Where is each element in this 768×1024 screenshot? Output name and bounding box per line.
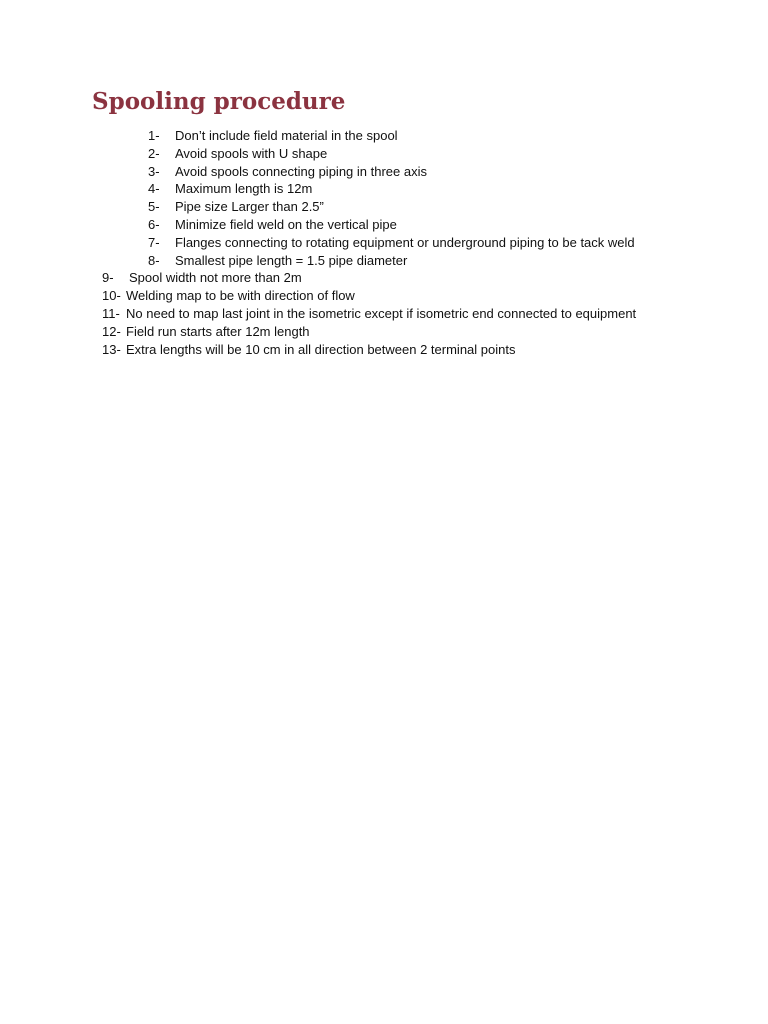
item-number: 6- bbox=[148, 216, 160, 232]
item-number: 10- bbox=[102, 288, 121, 304]
item-number: 2- bbox=[148, 145, 160, 161]
document-title: Spooling procedure bbox=[92, 88, 346, 115]
item-number: 3- bbox=[148, 163, 160, 179]
item-text: Maximum length is 12m bbox=[175, 181, 313, 197]
item-text: Avoid spools connecting piping in three axis bbox=[175, 163, 427, 179]
item-number: 1- bbox=[148, 128, 160, 143]
item-number: 7- bbox=[148, 234, 160, 250]
item-number: 8- bbox=[148, 252, 160, 268]
item-number: 11- bbox=[102, 305, 120, 321]
item-text: Pipe size Larger than 2.5” bbox=[175, 199, 324, 215]
item-text: Spool width not more than 2m bbox=[129, 270, 302, 286]
item-number: 5- bbox=[148, 199, 160, 215]
item-text: Avoid spools with U shape bbox=[175, 145, 328, 161]
item-text: Welding map to be with direction of flow bbox=[126, 288, 355, 304]
item-text: Extra lengths will be 10 cm in all direction between 2 terminal points bbox=[126, 341, 516, 357]
item-text: Field run starts after 12m length bbox=[126, 323, 310, 339]
item-text: Flanges connecting to rotating equipment or underground piping to be tack weld bbox=[175, 234, 635, 250]
item-number: 13- bbox=[102, 341, 121, 357]
item-number: 4- bbox=[148, 181, 160, 197]
item-text: Don’t include field material in the spool bbox=[175, 128, 398, 143]
item-number: 9- bbox=[102, 270, 114, 286]
item-text: Smallest pipe length = 1.5 pipe diameter bbox=[175, 252, 408, 268]
item-text: Minimize field weld on the vertical pipe bbox=[175, 216, 397, 232]
item-number: 12- bbox=[102, 323, 121, 339]
item-text: No need to map last joint in the isometric except if isometric end connected to equipment bbox=[126, 305, 637, 321]
